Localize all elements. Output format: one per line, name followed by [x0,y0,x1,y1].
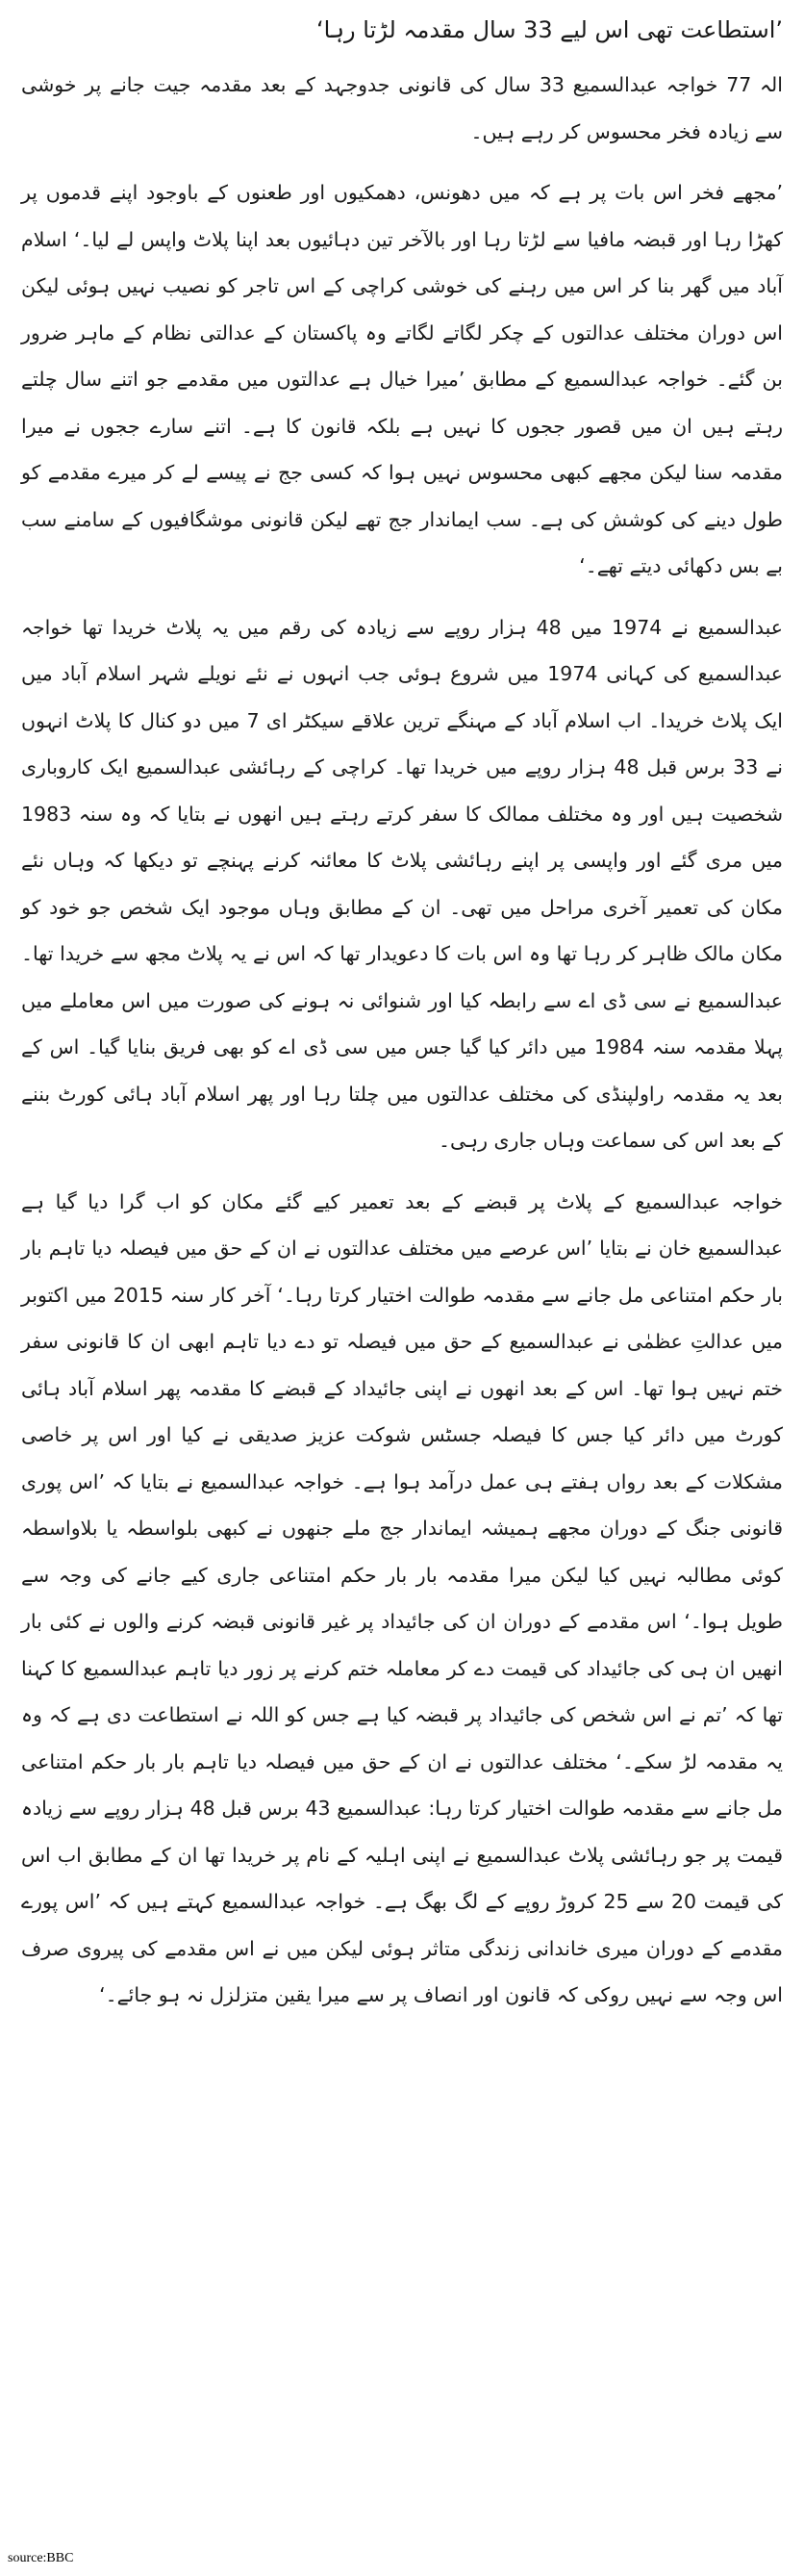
article-heading: ’استطاعت تھی اس لیے 33 سال مقدمہ لڑتا رہا‘ [316,16,783,43]
article-paragraph-1: الہ 77 خواجہ عبدالسمیع 33 سال کی قانونی جدوجہد کے بعد مقدمہ جیت جانے پر خوشی سے زیادہ فخر محسوس کر رہے ہیں۔ [21,73,783,143]
source-credit: source:BBC [8,2551,74,2565]
article-paragraph-3: عبدالسمیع نے 1974 میں 48 ہزار روپے سے زیادہ کی رقم میں یہ پلاٹ خریدا تھا خواجہ عبدالسمیع کی کہانی 1974 میں شروع ہوئی جب انہوں نے نئے نویلے شہر اسلام آباد میں ایک پلاٹ خریدا۔ اب اسلام آباد کے مہنگے ترین علاقے سیکٹر ای 7 میں دو کنال کا پلاٹ انہوں نے 33 برس قبل 48 ہزار روپے میں خریدا تھا۔ کراچی کے رہائشی عبدالسمیع ایک کاروباری شخصیت ہیں اور وہ مختلف ممالک کا سفر کرتے رہتے ہیں انھوں نے بتایا کہ وہ سنہ 1983 میں مری گئے اور واپسی پر اپنے رہائشی پلاٹ کا معائنہ کرنے پہنچے تو دیکھا کہ وہاں نئے مکان کی تعمیر آخری مراحل میں تھی۔ ان کے مطابق وہاں موجود ایک شخص جو خود کو مکان مالک ظاہر کر رہا تھا وہ اس بات کا دعویدار تھا کہ اس نے یہ پلاٹ مجھ سے خریدا تھا۔ عبدالسمیع نے سی ڈی اے سے رابطہ کیا اور شنوائی نہ ہونے کی صورت میں اس معاملے میں پہلا مقدمہ سنہ 1984 میں دائر کیا گیا جس میں سی ڈی اے کو بھی فریق بنایا گیا۔ اس کے بعد یہ مقدمہ راولپنڈی کی مختلف عدالتوں میں چلتا رہا اور پھر اسلام آباد ہائی کورٹ بننے کے بعد اس کی سماعت وہاں جاری رہی۔ [21,615,783,1152]
article-paragraph-4: خواجہ عبدالسمیع کے پلاٹ پر قبضے کے بعد تعمیر کیے گئے مکان کو اب گرا دیا گیا ہے عبدالسمیع خان نے بتایا ’اس عرصے میں مختلف عدالتوں نے ان کے حق میں فیصلہ دیا تاہم بار بار حکم امتناعی مل جانے سے مقدمہ طوالت اختیار کرتا رہا۔‘ آخر کار سنہ 2015 میں اکتوبر میں عدالتِ عظمٰی نے عبدالسمیع کے حق میں فیصلہ تو دے دیا تاہم ابھی ان کا قانونی سفر ختم نہیں ہوا تھا۔ اس کے بعد انھوں نے اپنی جائیداد کے قبضے کا مقدمہ پھر اسلام آباد ہائی کورٹ میں دائر کیا جس کا فیصلہ جسٹس شوکت عزیز صدیقی نے کیا اور اس پر خاصی مشکلات کے بعد رواں ہفتے ہی عمل درآمد ہوا ہے۔ خواجہ عبدالسمیع نے بتایا کہ ’اس پوری قانونی جنگ کے دوران مجھے ہمیشہ ایماندار جج ملے جنھوں نے کبھی بلواسطہ یا بلاواسطہ کوئی مطالبہ نہیں کیا لیکن میرا مقدمہ بار بار حکم امتناعی جاری کیے جانے کی وجہ سے طویل ہوا۔‘ اس مقدمے کے دوران ان کی جائیداد پر غیر قانونی قبضہ کرنے والوں نے کئی بار انھیں ان ہی کی جائیداد کی قیمت دے کر معاملہ ختم کرنے پر زور دیا تاہم عبدالسمیع کا کہنا تھا کہ ’تم نے اس شخص کی جائیداد پر قبضہ کیا ہے جس کو اللہ نے استطاعت دی ہے کہ وہ یہ مقدمہ لڑ سکے۔‘ مختلف عدالتوں نے ان کے حق میں فیصلہ دیا تاہم بار بار حکم امتناعی مل جانے سے مقدمہ طوالت اختیار کرتا رہا: عبدالسمیع 43 برس قبل 48 ہزار روپے سے زیادہ قیمت پر جو رہائشی پلاٹ عبدالسمیع نے اپنی اہلیہ کے نام پر خریدا تھا ان کے مطابق اب اس کی قیمت 20 سے 25 کروڑ روپے کے لگ بھگ ہے۔ خواجہ عبدالسمیع کہتے ہیں کہ ’اس پورے مقدمے کے دوران میری خاندانی زندگی متاثر ہوئی لیکن میں نے اس مقدمے کی پیروی صرف اس وجہ سے نہیں روکی کہ قانون اور انصاف پر سے میرا یقین متزلزل نہ ہو جائے۔‘ [21,1189,784,2006]
article-paragraph-2: ’مجھے فخر اس بات پر ہے کہ میں دھونس، دھمکیوں اور طعنوں کے باوجود اپنے قدموں پر کھڑا رہا اور قبضہ مافیا سے لڑتا رہا اور بالآخر تین دہائیوں بعد اپنا پلاٹ واپس لے لیا۔‘ اسلام آباد میں گھر بنا کر اس میں رہنے کی خوشی کراچی کے اس تاجر کو نصیب نہیں ہوئی لیکن اس دوران مختلف عدالتوں کے چکر لگاتے لگاتے وہ پاکستان کے عدالتی نظام کے ماہر ضرور بن گئے۔ خواجہ عبدالسمیع کے مطابق ’میرا خیال ہے عدالتوں میں مقدمے جو اتنے سال چلتے رہتے ہیں ان میں قصور ججوں کا نہیں ہے بلکہ قانون کا ہے۔ اتنے سارے ججوں نے میرا مقدمہ سنا لیکن مجھے کبھی محسوس نہیں ہوا کہ کسی جج نے پیسے لے کر میرے مقدمے کو طول دینے کی کوشش کی ہے۔ سب ایماندار جج تھے لیکن قانونی موشگافیوں کے سامنے سب بے بس دکھائی دیتے تھے۔‘ [21,181,783,577]
